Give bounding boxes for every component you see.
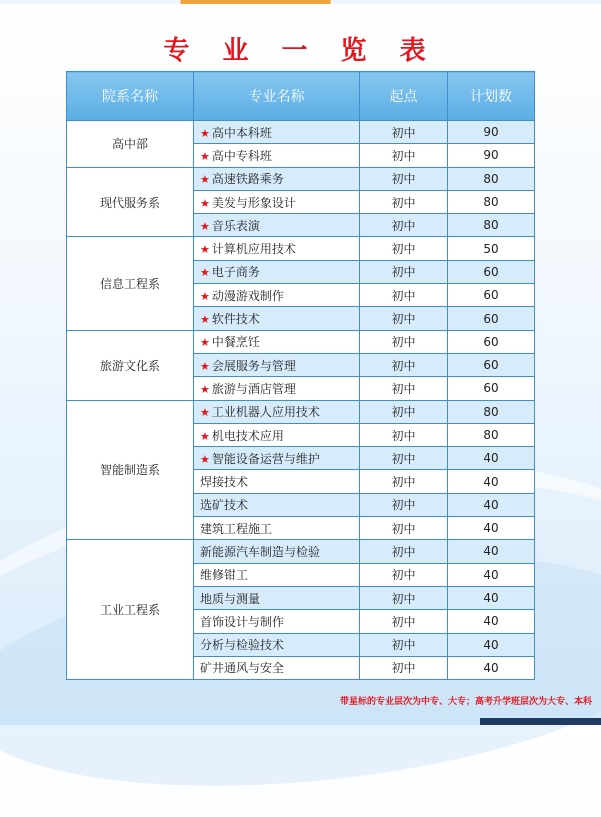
start-cell: 初中	[360, 284, 448, 307]
major-name: 音乐表演	[211, 218, 260, 233]
major-cell	[194, 400, 360, 423]
star-icon: ★	[200, 313, 210, 327]
dept-cell: 智能制造系	[67, 400, 194, 540]
dept-cell: 工业工程系	[67, 540, 194, 680]
major-name: 选矿技术	[200, 498, 249, 513]
count-cell: 60	[448, 284, 535, 307]
count-cell: 60	[448, 260, 535, 283]
count-cell: 80	[448, 190, 535, 213]
star-icon: ★	[200, 406, 210, 420]
start-cell: 初中	[360, 353, 448, 376]
table-row	[67, 400, 535, 423]
start-cell: 初中	[360, 493, 448, 516]
major-cell	[194, 493, 360, 516]
major-name: 软件技术	[211, 312, 260, 327]
count-cell: 60	[448, 307, 535, 330]
dept-cell: 旅游文化系	[67, 330, 194, 400]
start-cell: 初中	[360, 656, 448, 679]
dept-cell: 现代服务系	[67, 167, 194, 237]
major-cell	[194, 633, 360, 656]
count-cell: 40	[448, 586, 535, 609]
major-name: 动漫游戏制作	[211, 288, 284, 303]
start-cell: 初中	[360, 610, 448, 633]
start-cell: 初中	[360, 400, 448, 423]
start-cell: 初中	[360, 237, 448, 260]
count-cell: 60	[448, 330, 535, 353]
major-cell	[194, 470, 360, 493]
table-header-row	[67, 72, 535, 121]
top-accent-line	[0, 0, 601, 4]
header-dept: 院系名称	[67, 72, 194, 121]
page-title: 专 业 一 览 表	[163, 36, 438, 66]
major-name: 智能设备运营与维护	[211, 451, 320, 466]
start-cell: 初中	[360, 167, 448, 190]
star-icon: ★	[200, 219, 210, 233]
major-name: 旅游与酒店管理	[211, 381, 296, 396]
major-cell	[194, 284, 360, 307]
star-icon: ★	[200, 243, 210, 257]
dept-cell: 高中部	[67, 121, 194, 168]
header-count: 计划数	[448, 72, 535, 121]
start-cell: 初中	[360, 330, 448, 353]
major-name: 焊接技术	[200, 475, 249, 490]
major-name: 高速铁路乘务	[211, 172, 284, 187]
star-icon: ★	[200, 382, 210, 396]
major-cell	[194, 540, 360, 563]
major-cell	[194, 610, 360, 633]
start-cell: 初中	[360, 121, 448, 144]
count-cell: 40	[448, 470, 535, 493]
count-cell: 80	[448, 400, 535, 423]
major-cell	[194, 353, 360, 376]
count-cell: 60	[448, 353, 535, 376]
start-cell: 初中	[360, 423, 448, 446]
major-name: 分析与检验技术	[200, 638, 285, 653]
major-cell	[194, 121, 360, 144]
bottom-bar	[480, 718, 601, 725]
start-cell: 初中	[360, 563, 448, 586]
major-cell	[194, 260, 360, 283]
header-major: 专业名称	[194, 72, 360, 121]
count-cell: 80	[448, 214, 535, 237]
start-cell: 初中	[360, 517, 448, 540]
star-icon: ★	[200, 126, 210, 140]
table-row	[67, 330, 535, 353]
star-icon: ★	[200, 336, 210, 350]
star-icon: ★	[200, 429, 210, 443]
major-cell	[194, 423, 360, 446]
major-name: 会展服务与管理	[211, 358, 296, 373]
count-cell: 90	[448, 144, 535, 167]
major-cell	[194, 656, 360, 679]
major-name: 高中本科班	[211, 125, 272, 140]
major-cell	[194, 517, 360, 540]
count-cell: 90	[448, 121, 535, 144]
count-cell: 40	[448, 493, 535, 516]
major-name: 美发与形象设计	[211, 195, 296, 210]
star-icon: ★	[200, 196, 210, 210]
count-cell: 60	[448, 377, 535, 400]
major-name: 高中专科班	[211, 148, 272, 163]
major-name: 中餐烹饪	[211, 335, 260, 350]
major-cell	[194, 447, 360, 470]
table-row	[67, 237, 535, 260]
major-cell	[194, 330, 360, 353]
start-cell: 初中	[360, 586, 448, 609]
star-icon: ★	[200, 173, 210, 187]
count-cell: 40	[448, 610, 535, 633]
start-cell: 初中	[360, 470, 448, 493]
start-cell: 初中	[360, 377, 448, 400]
major-cell	[194, 307, 360, 330]
major-cell	[194, 167, 360, 190]
major-name: 新能源汽车制造与检验	[200, 544, 321, 559]
star-icon: ★	[200, 359, 210, 373]
count-cell: 40	[448, 447, 535, 470]
major-name: 工业机器人应用技术	[211, 405, 320, 420]
footnote: 带星标的专业层次为中专、大专；高考升学班层次为大专、本科	[339, 697, 592, 707]
major-name: 首饰设计与制作	[200, 614, 285, 629]
major-cell	[194, 563, 360, 586]
major-cell	[194, 237, 360, 260]
count-cell: 80	[448, 167, 535, 190]
start-cell: 初中	[360, 144, 448, 167]
count-cell: 40	[448, 517, 535, 540]
start-cell: 初中	[360, 540, 448, 563]
count-cell: 40	[448, 563, 535, 586]
major-cell	[194, 190, 360, 213]
header-start: 起点	[360, 72, 448, 121]
major-cell	[194, 377, 360, 400]
start-cell: 初中	[360, 190, 448, 213]
start-cell: 初中	[360, 260, 448, 283]
start-cell: 初中	[360, 447, 448, 470]
major-name: 地质与测量	[200, 591, 261, 606]
star-icon: ★	[200, 149, 210, 163]
start-cell: 初中	[360, 307, 448, 330]
start-cell: 初中	[360, 214, 448, 237]
table-row	[67, 121, 535, 144]
major-name: 建筑工程施工	[200, 521, 273, 536]
count-cell: 40	[448, 633, 535, 656]
table-row	[67, 540, 535, 563]
major-cell	[194, 144, 360, 167]
star-icon: ★	[200, 289, 210, 303]
count-cell: 40	[448, 656, 535, 679]
count-cell: 50	[448, 237, 535, 260]
major-cell	[194, 586, 360, 609]
major-name: 维修钳工	[200, 568, 249, 583]
star-icon: ★	[200, 452, 210, 466]
star-icon: ★	[200, 266, 210, 280]
major-name: 计算机应用技术	[211, 242, 296, 257]
majors-table	[66, 71, 535, 680]
major-cell	[194, 214, 360, 237]
major-name: 机电技术应用	[211, 428, 284, 443]
table-row	[67, 167, 535, 190]
start-cell: 初中	[360, 633, 448, 656]
count-cell: 80	[448, 423, 535, 446]
table-body	[67, 121, 535, 680]
major-name: 电子商务	[211, 265, 260, 280]
dept-cell: 信息工程系	[67, 237, 194, 330]
count-cell: 40	[448, 540, 535, 563]
major-name: 矿井通风与安全	[200, 661, 285, 676]
